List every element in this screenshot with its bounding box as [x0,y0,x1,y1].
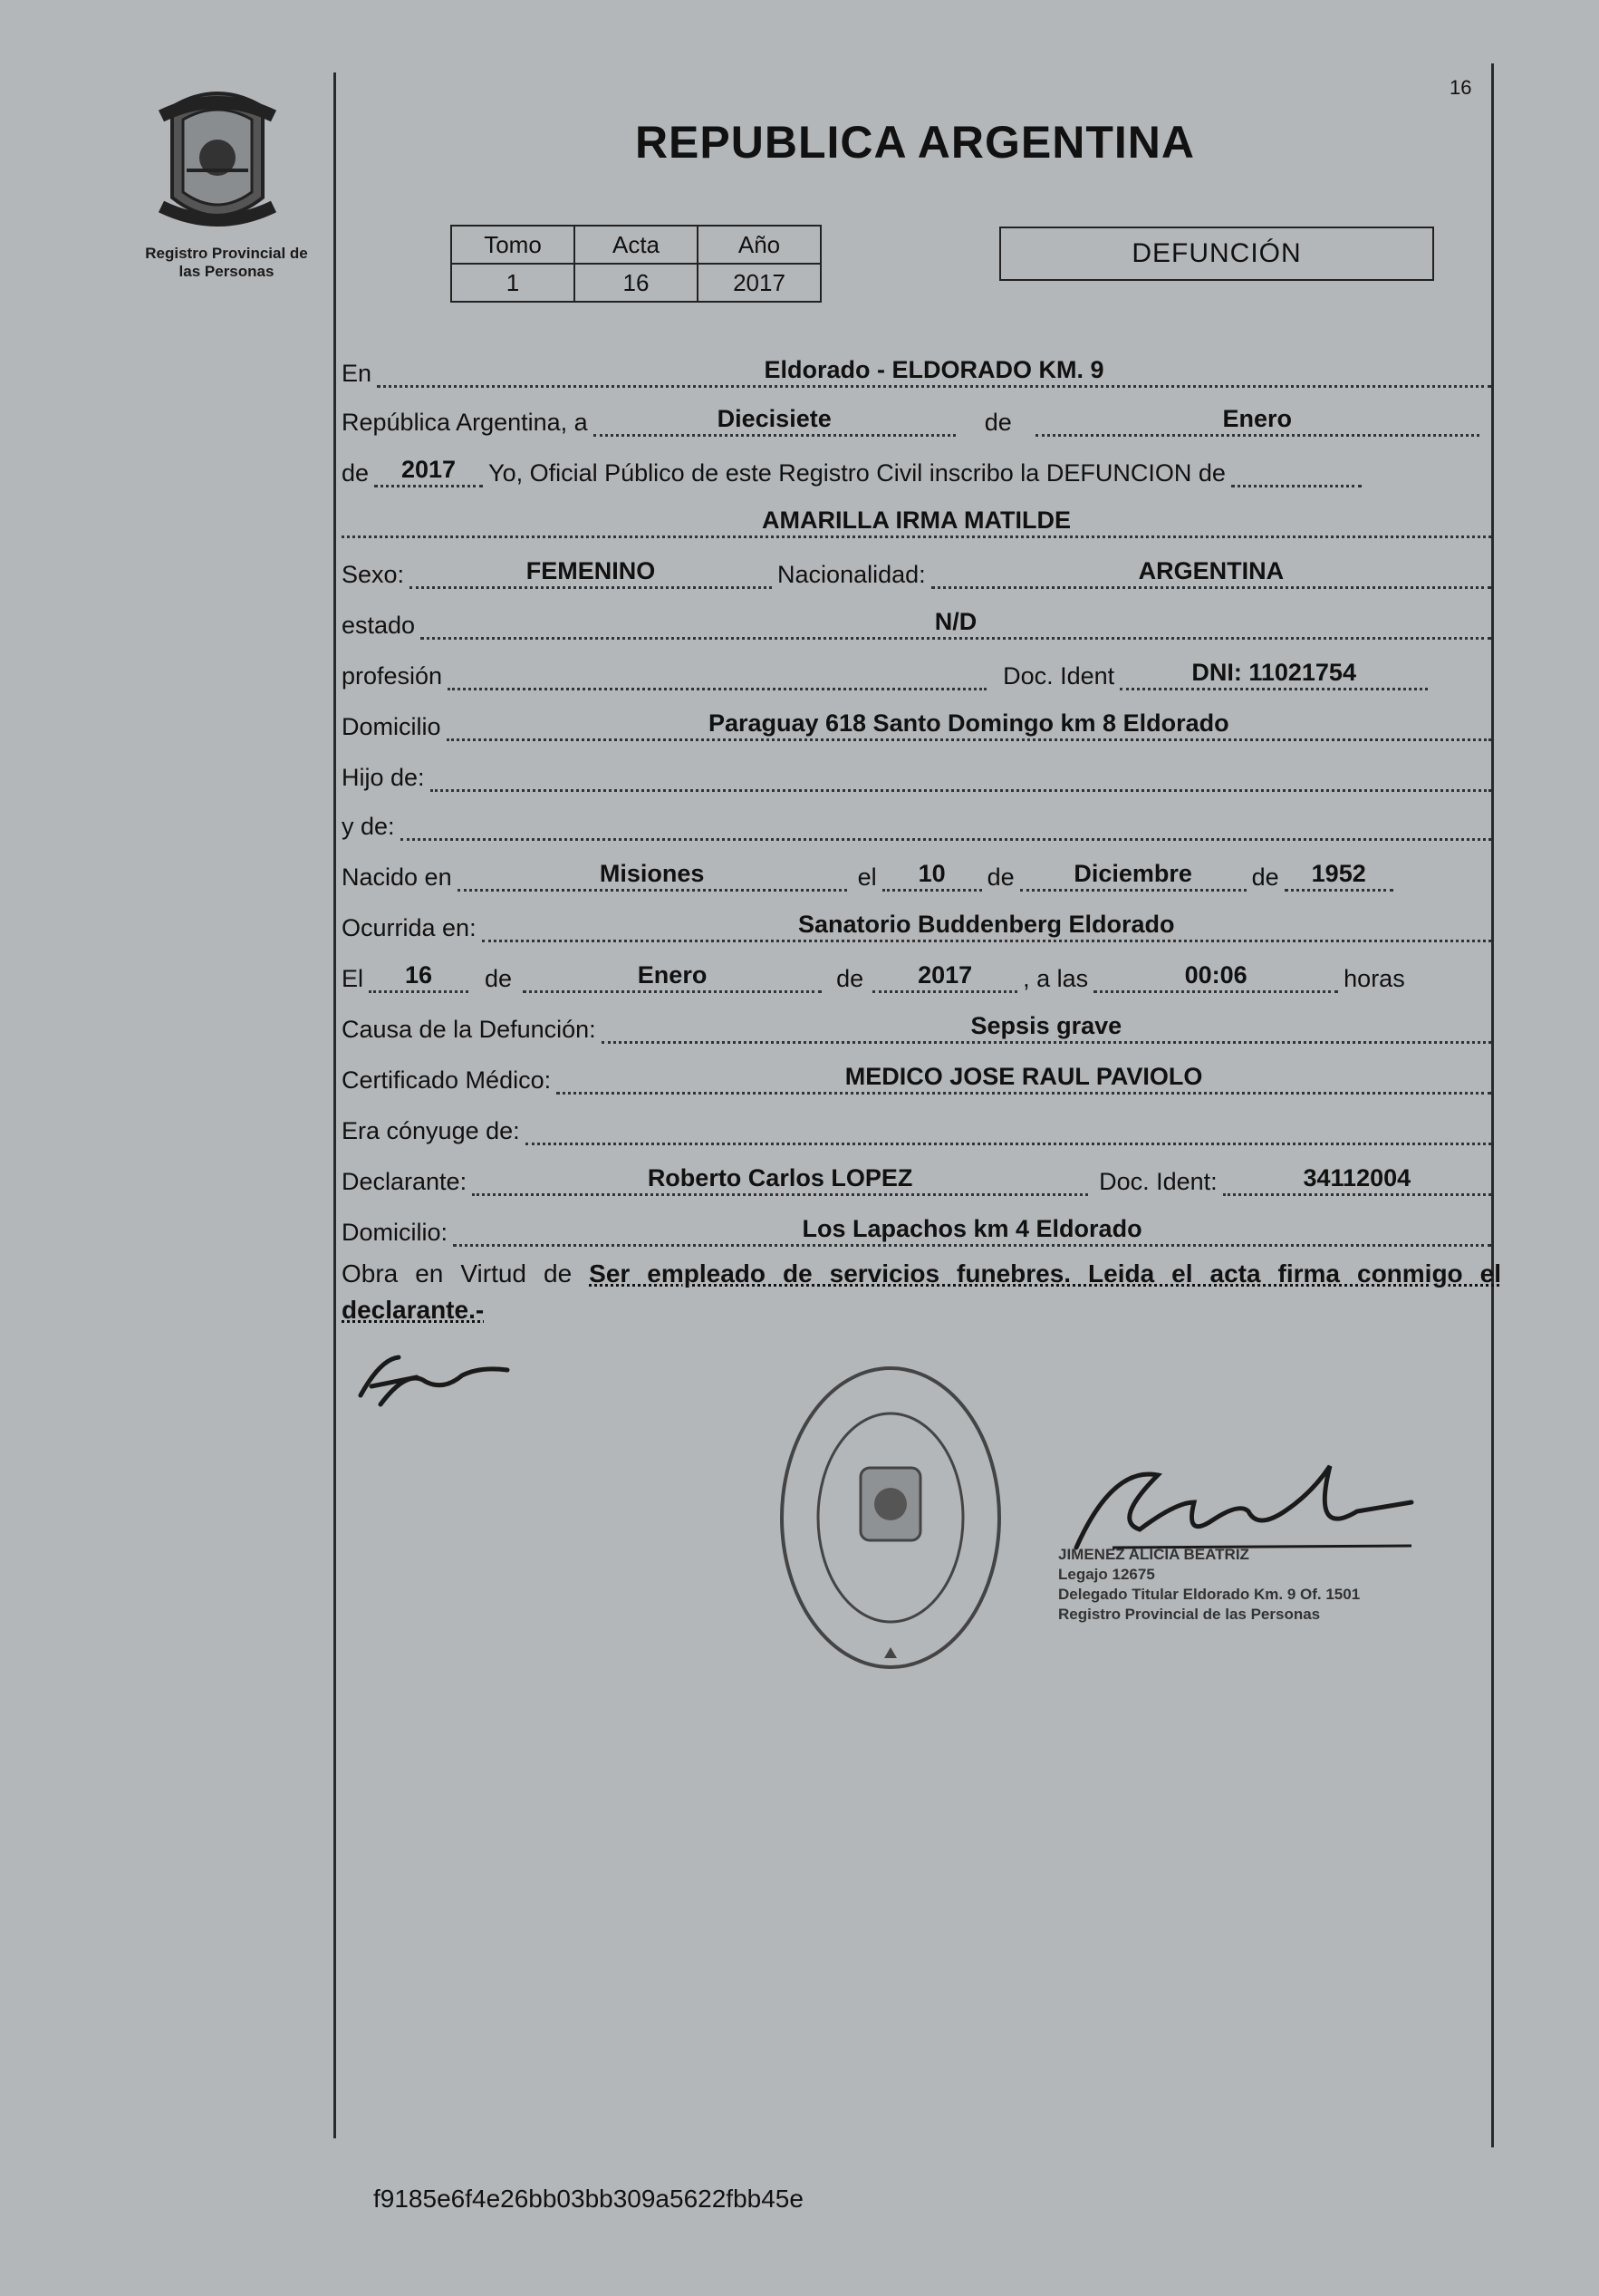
sexo-field: FEMENINO [409,555,772,589]
row-name [342,506,1497,538]
El-label: El [342,965,364,992]
place-field: Eldorado - ELDORADO KM. 9 [377,354,1491,388]
row-death-date [342,960,1497,993]
official-name: JIMENEZ ALICIA BEATRIZ [1058,1546,1249,1563]
year-field: 2017 [374,454,483,487]
death-de2-label: de [836,965,864,992]
nacido-field: Misiones [458,858,847,892]
inscribo-text: Yo, Oficial Público de este Registro Civil inscribo la DEFUNCION de [488,459,1226,487]
row-profesion [342,658,1497,690]
decl-domicilio-label: Domicilio: [342,1219,448,1246]
doc-ident-label: Doc. Ident [1003,662,1115,690]
official-registry: Registro Provincial de las Personas [1058,1606,1321,1623]
inscribo-blank [1231,454,1362,487]
document-type-box: DEFUNCIÓN [999,227,1434,281]
estado-field: N/D [420,606,1491,640]
birth-de-label: de [987,863,1015,891]
causa-field: Sepsis grave [602,1010,1491,1044]
en-label: En [342,360,372,387]
acta-value: 16 [574,264,698,302]
deceased-name-field: AMARILLA IRMA MATILDE [342,505,1491,538]
official-stamp-icon [768,1359,1013,1694]
month-field: Enero [1035,403,1479,437]
day-field: Diecisiete [593,403,956,437]
misiones-coat-of-arms-icon [145,80,290,232]
row-estado [342,607,1497,640]
death-de-label: de [485,965,513,992]
registry-label-line2: las Personas [178,263,275,280]
alas-label: , a las [1023,965,1089,992]
page-number: 16 [1450,76,1472,99]
row-ocurrida [342,910,1497,942]
profesion-field [448,657,987,690]
profesion-label: profesión [342,662,443,690]
tomo-value: 1 [451,264,574,302]
official-role: Delegado Titular Eldorado Km. 9 Of. 1501 [1058,1586,1361,1603]
obra-en-virtud [342,1256,1501,1328]
conyuge-label: Era cónyuge de: [342,1117,520,1144]
row-sexo [342,556,1497,589]
decl-doc-field: 34112004 [1223,1162,1491,1196]
page-title: REPUBLICA ARGENTINA [634,117,1196,168]
declarante-field: Roberto Carlos LOPEZ [472,1162,1088,1196]
birth-year-field: 1952 [1285,858,1393,892]
tomo-acta-table [450,225,822,303]
death-month-field: Enero [523,960,822,993]
declarante-signature-icon [353,1350,516,1413]
yde-field [400,807,1491,841]
ocurrida-field: Sanatorio Buddenberg Eldorado [482,909,1491,942]
nacionalidad-field: ARGENTINA [931,555,1491,589]
anio-value: 2017 [698,264,821,302]
death-year-field: 2017 [872,960,1017,993]
nacionalidad-label: Nacionalidad: [777,561,926,588]
row-date [342,404,1497,437]
row-domicilio [342,709,1497,741]
domicilio-field: Paraguay 618 Santo Domingo km 8 Eldorado [447,708,1491,741]
row-en [342,355,1497,388]
certificado-field: MEDICO JOSE RAUL PAVIOLO [556,1061,1491,1095]
domicilio-label: Domicilio [342,713,441,740]
decl-doc-label: Doc. Ident: [1099,1168,1218,1195]
birth-day-field: 10 [882,858,982,892]
official-legajo: Legajo 12675 [1058,1566,1155,1583]
tomo-header: Tomo [451,226,574,264]
left-margin-rule [333,72,336,2138]
document-hash: f9185e6f4e26bb03bb309a5622fbb45e [373,2185,804,2213]
certificado-label: Certificado Médico: [342,1066,552,1094]
row-declarante [342,1163,1497,1196]
official-signature-block [1058,1545,1439,1625]
row-nacido [342,859,1497,892]
yde-label: y de: [342,813,395,840]
acta-header: Acta [574,226,698,264]
conyuge-field [525,1112,1491,1145]
row-yde [342,808,1497,841]
sexo-label: Sexo: [342,561,405,588]
birth-month-field: Diciembre [1020,858,1247,892]
el-label: el [857,863,877,891]
de-year-label: de [342,459,370,487]
hijo-label: Hijo de: [342,764,425,791]
republica-label: República Argentina, a [342,409,588,436]
obra-label: Obra en Virtud de [342,1259,573,1288]
estado-label: estado [342,612,416,639]
horas-label: horas [1344,965,1405,992]
row-conyuge [342,1113,1497,1145]
registry-label-line1: Registro Provincial de [145,245,308,262]
row-inscribo [342,455,1497,487]
causa-label: Causa de la Defunción: [342,1016,596,1043]
hijo-field [430,758,1491,792]
death-day-field: 16 [369,960,468,993]
nacido-label: Nacido en [342,863,452,891]
row-causa [342,1011,1497,1044]
row-hijo [342,759,1497,792]
doc-ident-field: DNI: 11021754 [1120,657,1428,690]
row-decl-domicilio [342,1214,1497,1247]
obra-field: Ser empleado de servicios funebres. Leida el acta firma conmigo el declarante.- [342,1259,1501,1324]
row-certificado [342,1062,1497,1095]
anio-header: Año [698,226,821,264]
ocurrida-label: Ocurrida en: [342,914,477,941]
de-label: de [984,409,1012,436]
declarante-label: Declarante: [342,1168,467,1195]
registry-label [118,245,335,281]
birth-de2-label: de [1251,863,1279,891]
decl-domicilio-field: Los Lapachos km 4 Eldorado [453,1213,1491,1247]
death-time-field: 00:06 [1093,960,1338,993]
